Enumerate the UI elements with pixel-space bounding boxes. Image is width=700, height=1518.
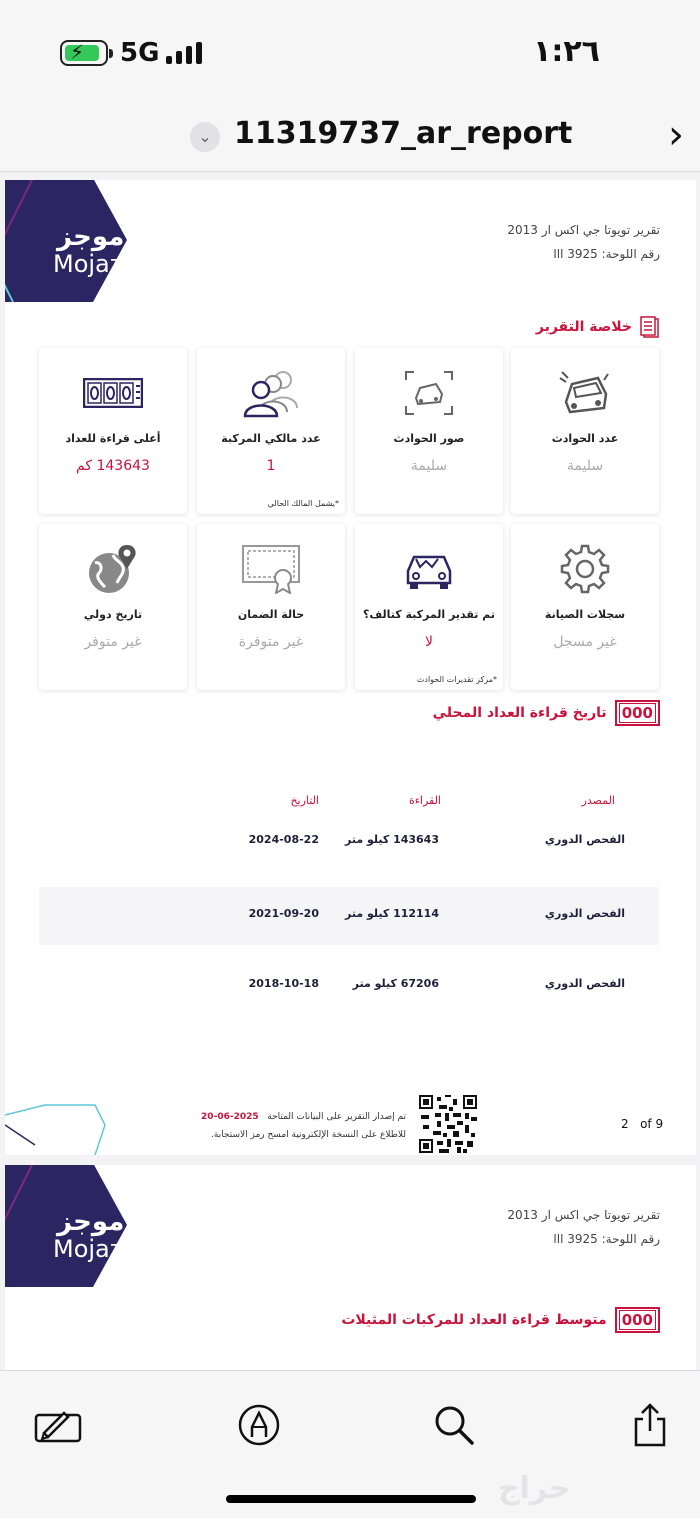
haraj-watermark: حراج <box>498 1471 571 1506</box>
odometer-table-header <box>39 790 659 812</box>
col-reading: القراءة <box>408 794 441 807</box>
card-highest-odometer: أعلى قراءة للعداد 143643 كم <box>39 348 187 514</box>
document-title[interactable]: 11319737_ar_report <box>234 116 573 151</box>
col-source: المصدر <box>581 794 615 807</box>
footer-scan-note: للاطلاع على النسخة الإلكترونية امسح رمز الاستجابة. <box>211 1130 406 1140</box>
summary-title: خلاصة التقرير <box>536 316 660 338</box>
chevron-right-icon[interactable]: › <box>668 112 684 158</box>
odometer-red-icon: 000 <box>615 700 660 726</box>
damaged-car-icon <box>402 547 456 591</box>
col-date: التاريخ <box>290 794 319 807</box>
odometer-icon <box>83 378 143 408</box>
logo-english: Mojaz <box>53 250 123 278</box>
accident-photo-icon <box>402 368 456 418</box>
owners-icon <box>239 368 303 418</box>
footer-text <box>201 1108 406 1144</box>
gear-icon <box>560 544 610 594</box>
plate-label: رقم اللوحة: <box>601 247 660 261</box>
footer-issued: تم إصدار التقرير على البيانات المتاحة <box>267 1112 406 1122</box>
bottom-toolbar <box>0 1370 700 1518</box>
crashed-car-icon <box>558 368 612 418</box>
report-page-2 <box>5 180 696 1155</box>
report-car-title: تقرير تويوتا جي اكس ار 2013 <box>507 223 660 237</box>
report-page-3 <box>5 1165 696 1370</box>
signal-bars-icon <box>166 42 202 64</box>
edit-document-icon[interactable] <box>32 1399 84 1451</box>
table-row: الفحص الدوري 67206 كيلو متر 2018-10-18 <box>248 977 625 990</box>
battery-icon: ⚡ <box>60 40 108 66</box>
logo-arabic: موجز <box>57 222 125 252</box>
report-icon <box>640 316 660 338</box>
report-header: تقرير تويوتا جي اكس ار 2013 رقم اللوحة: 3925 ااا <box>507 1208 660 1246</box>
card-warranty-status: حالة الضمان غير متوفرة <box>197 524 345 690</box>
chevron-down-icon[interactable]: ⌄ <box>190 122 220 152</box>
table-row: الفحص الدوري 112114 كيلو متر 2021-09-20 <box>39 887 659 945</box>
average-odometer-title: 000 متوسط قراءة العداد للمركبات المثيلات <box>341 1307 660 1333</box>
status-bar <box>0 0 700 100</box>
share-icon[interactable] <box>624 1399 676 1451</box>
card-international-history: تاريخ دولي غير متوفر <box>39 524 187 690</box>
card-maintenance-records: سجلات الصيانة غير مسجل <box>511 524 659 690</box>
certificate-icon <box>241 544 301 594</box>
plate-value: 3925 ااا <box>553 247 598 261</box>
search-icon[interactable] <box>428 1399 480 1451</box>
title-bar <box>0 100 700 172</box>
home-indicator <box>226 1495 476 1503</box>
card-accidents-count: عدد الحوادث سليمة <box>511 348 659 514</box>
status-time: ١:٢٦ <box>533 34 600 69</box>
table-row: الفحص الدوري 143643 كيلو متر 2024-08-22 <box>248 833 625 846</box>
card-owners-count: عدد مالكي المركبة 1 *يشمل المالك الحالي <box>197 348 345 514</box>
card-total-loss: تم تقدير المركبة كتالف؟ لا *مركز تقديرات الحوادث <box>355 524 503 690</box>
footer-date: 2025-06-20 <box>201 1112 259 1122</box>
qr-code <box>419 1095 477 1153</box>
hex-outline-decoration <box>5 1095 115 1155</box>
logo-english: Mojaz <box>53 1235 123 1263</box>
page-count: 2 of 9 <box>621 1117 664 1131</box>
logo-arabic: موجز <box>57 1207 125 1237</box>
odometer-history-title: 000 تاريخ قراءة العداد المحلي <box>433 700 660 726</box>
markup-icon[interactable] <box>233 1399 285 1451</box>
report-header <box>507 218 660 266</box>
globe-icon <box>85 541 141 597</box>
odometer-red-icon: 000 <box>615 1307 660 1333</box>
card-accident-photos: صور الحوادث سليمة <box>355 348 503 514</box>
network-type: 5G <box>120 38 160 68</box>
